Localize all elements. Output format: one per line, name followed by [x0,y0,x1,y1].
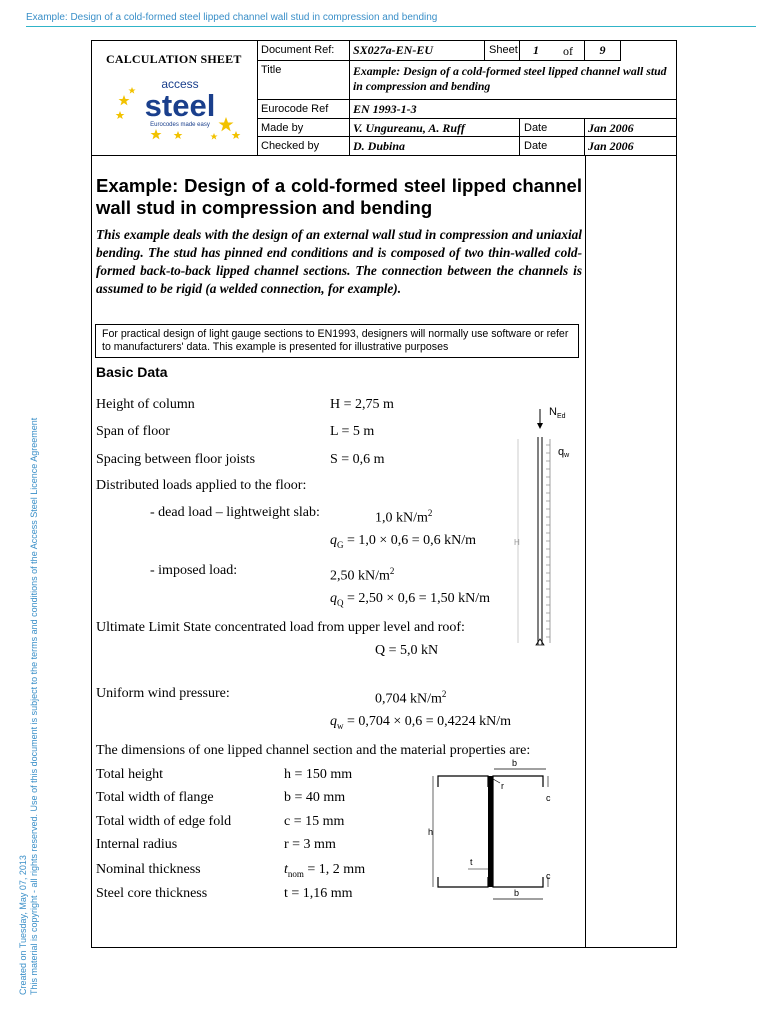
imposed-load-value: 2,50 $kN/m^2$ [330,566,395,584]
wind-pressure-value: 0,704 $kN/m^2$ [375,689,447,707]
svg-text:steel: steel [144,88,216,123]
height-label: Height of column [96,397,195,412]
qw-label: qw [558,446,570,459]
column-load-diagram [502,395,584,655]
access-steel-logo [114,73,246,143]
qw-equation: $q_w = 0,704 \times 0,6 = 0,4224$ kN/m [330,714,512,731]
sheet-total: 9 [585,41,621,61]
span-label: Span of floor [96,424,170,439]
made-by-label: Made by [257,119,350,137]
calc-title-cell [92,41,258,155]
dead-load-label: - dead load – lightweight slab: [150,505,320,520]
nominal-thickness-value: $t_{nom} = 1$, 2 mm [284,862,366,879]
doc-ref-label: Document Ref: [257,41,350,61]
licence-text: This material is copyright - all rights reserved. Use of this document is subject to the terms and conditions of the Access Steel Licence Agreement [29,417,39,995]
b-top-label: b [512,759,518,768]
uls-load-label: Ultimate Limit State concentrated load from upper level and roof: [96,620,465,635]
intro-paragraph: This example deals with the design of an external wall stud in compression and uniaxial bending. The stud has pinned end conditions and is composed of two thin-walled cold-formed back-to-back lipped channel sections. The connection between the channels is assumed to be rigid (a welded connection, for example). [96,227,582,296]
practical-design-note: For practical design of light gauge sections to EN1993, designers will normally use software or refer to manufacturers' data. This example is presented for illustrative purposes [95,324,579,358]
c-top-label: c [546,793,551,803]
svg-text:Eurocodes made easy: Eurocodes made easy [150,122,210,128]
core-thickness-label: Steel core thickness [96,886,208,901]
svg-text:access: access [161,77,199,91]
checked-by-label: Checked by [257,137,350,155]
edge-fold-value: c = 15 mm [284,814,345,829]
c-bottom-label: c [546,871,551,881]
t-label: t [470,857,473,867]
date-label-1: Date [520,119,585,137]
q-value: Q = 5,0 kN [375,643,439,658]
qq-equation: $q_Q = 2,50 \times 0,6 = 1,50$ kN/m [330,591,491,608]
of-label: of [552,41,585,61]
date-value-1: Jan 2006 [585,119,676,137]
h-dimension-label: H [514,538,520,547]
doc-ref-value: SX027a-EN-EU [350,41,485,61]
document-banner [26,10,756,27]
title-label: Title [257,61,350,100]
banner-text: Example: Design of a cold-formed steel lipped channel wall stud in compression and bending [26,12,438,23]
r-label: r [501,781,504,791]
core-thickness-value: t = 1,16 mm [284,886,353,901]
ned-label: $N_{Ed}$ [549,406,566,420]
sheet-number: 1 [520,41,552,61]
eurocode-label: Eurocode Ref [257,100,350,119]
made-by-value: V. Ungureanu, A. Ruff [350,119,520,137]
created-date-text: Created on Tuesday, May 07, 2013 [18,855,28,995]
title-value: Example: Design of a cold-formed steel lipped channel wall stud in compression and bending [350,61,676,100]
sheet-header [92,41,676,156]
spacing-value: S = 0,6 m [330,452,385,467]
dead-load-value: 1,0 $kN/m^2$ [375,508,433,526]
total-height-label: Total height [96,767,164,782]
nominal-thickness-label: Nominal thickness [96,862,201,877]
lipped-channel-section-diagram [428,759,558,909]
flange-width-value: b = 40 mm [284,790,346,805]
eurocode-value: EN 1993-1-3 [350,100,676,119]
calc-sheet-title: CALCULATION SHEET [106,52,242,66]
wind-load-hatch [546,445,550,637]
checked-by-value: D. Dubina [350,137,520,155]
span-value: L = 5 m [330,424,375,439]
total-height-value: h = 150 mm [284,767,353,782]
margin-column-divider [585,155,586,947]
basic-data-heading: Basic Data [96,364,168,380]
qg-equation: $q_G = 1,0 \times 0,6 = 0,6$ kN/m [330,533,477,550]
example-heading: Example: Design of a cold-formed steel lipped channel wall stud in compression and bending [96,175,582,218]
wind-pressure-label: Uniform wind pressure: [96,686,230,701]
edge-fold-label: Total width of edge fold [96,814,232,829]
calculation-sheet [91,40,677,948]
copyright-side-note [18,418,40,995]
flange-width-label: Total width of flange [96,790,214,805]
spacing-label: Spacing between floor joists [96,452,256,467]
distributed-loads-label: Distributed loads applied to the floor: [96,478,307,493]
b-bottom-label: b [514,888,520,898]
date-value-2: Jan 2006 [588,139,634,153]
date-label-2: Date [520,137,585,155]
h-section-label: h [428,827,434,837]
web-plate [488,776,493,887]
sheet-label: Sheet [485,41,520,61]
internal-radius-value: r = 3 mm [284,837,336,852]
internal-radius-label: Internal radius [96,837,178,852]
dimensions-label: The dimensions of one lipped channel section and the material properties are: [96,743,531,758]
imposed-load-label: - imposed load: [150,563,238,578]
height-value: H = 2,75 m [330,397,394,412]
